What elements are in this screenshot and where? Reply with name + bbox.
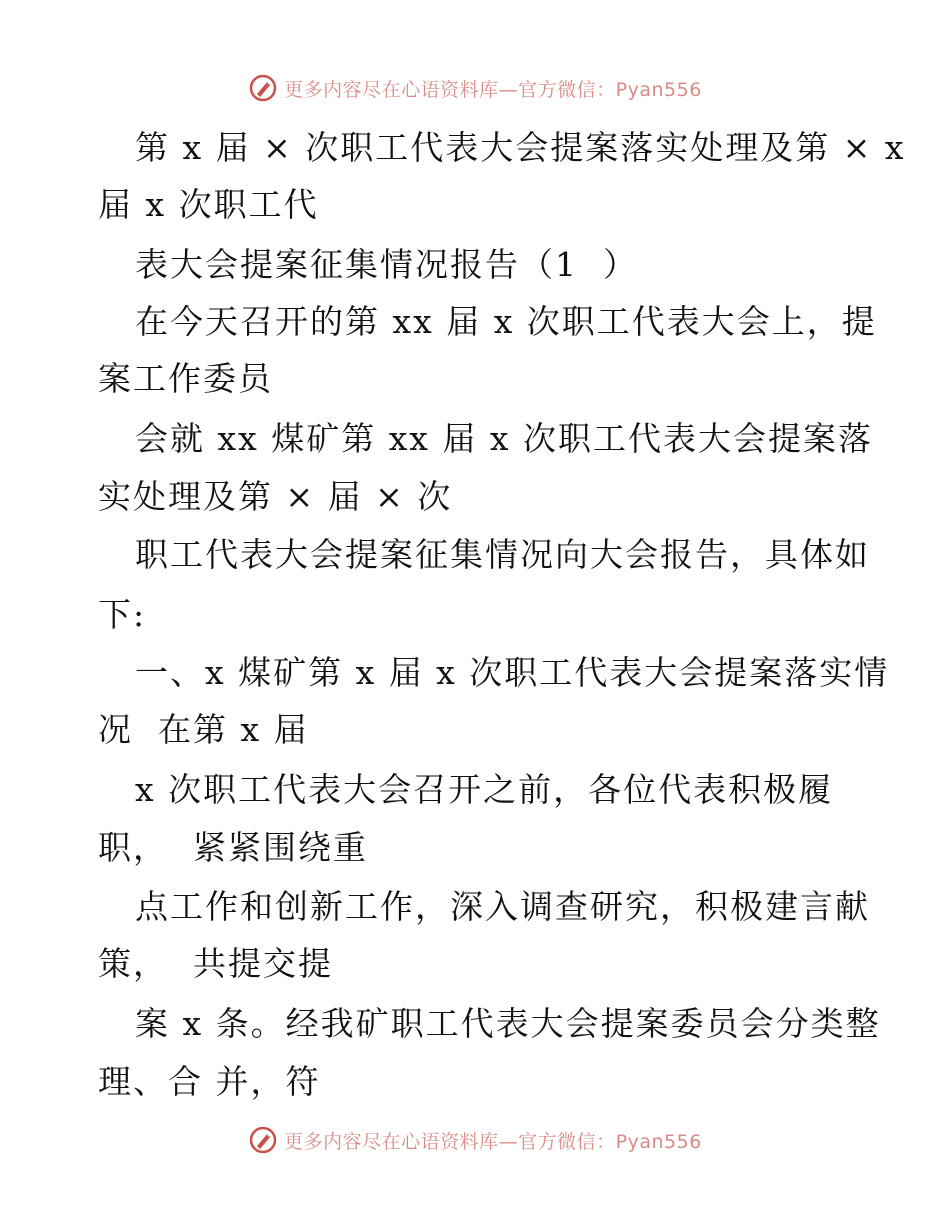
- text-line: x 次职工代表大会召开之前，各位代表积极履: [135, 770, 834, 809]
- text-line: 第 x 届 × 次职工代表大会提案落实处理及第 × x: [135, 128, 906, 167]
- seal-pen-icon: [248, 1125, 278, 1155]
- text-line: 在今天召开的第 xx 届 x 次职工代表大会上，提: [135, 302, 877, 341]
- watermark-text: 更多内容尽在心语资料库—官方微信：Pyan556: [284, 78, 702, 101]
- text-line: 实处理及第 × 届 × 次: [98, 477, 453, 516]
- text-line: 点工作和创新工作，深入调查研究，积极建言献: [135, 887, 870, 926]
- text-line: 策， 共提交提: [98, 944, 333, 983]
- watermark-text: 更多内容尽在心语资料库—官方微信：Pyan556: [284, 1130, 702, 1153]
- text-line: 下:: [98, 595, 147, 634]
- text-line: 职工代表大会提案征集情况向大会报告，具体如: [135, 535, 870, 574]
- text-line: 届 x 次职工代: [98, 185, 319, 224]
- text-line: 案 x 条。经我矿职工代表大会提案委员会分类整: [135, 1004, 881, 1043]
- text-line: 案工作委员: [98, 359, 273, 398]
- footer-watermark: [0, 1122, 950, 1158]
- text-line: 理、合 并，符: [98, 1062, 321, 1101]
- text-line: 况 在第 x 届: [98, 710, 309, 749]
- text-line: 表大会提案征集情况报告（1 ）: [135, 245, 638, 284]
- text-line: 一、x 煤矿第 x 届 x 次职工代表大会提案落实情: [135, 653, 890, 692]
- text-line: 会就 xx 煤矿第 xx 届 x 次职工代表大会提案落: [135, 419, 873, 458]
- text-line: 职， 紧紧围绕重: [98, 828, 368, 867]
